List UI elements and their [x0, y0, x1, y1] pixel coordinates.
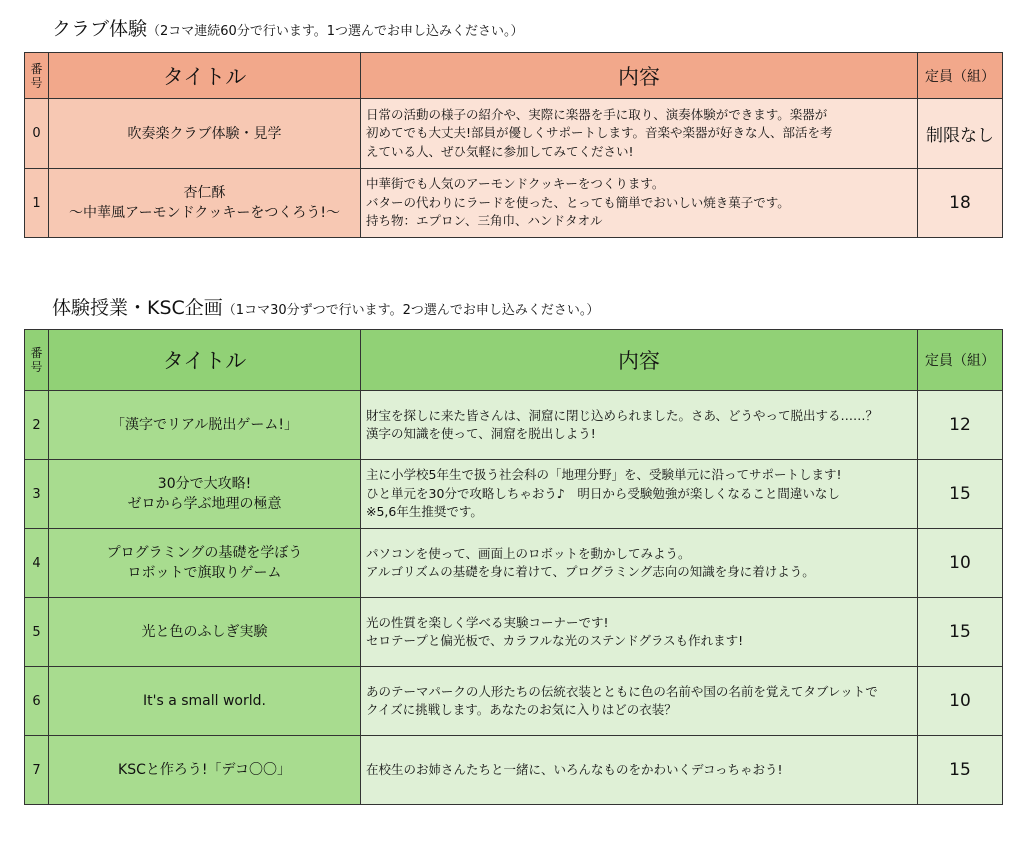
row-capacity: 10	[918, 529, 1003, 598]
table-row	[25, 598, 1003, 667]
row-number: 0	[25, 99, 49, 169]
header-title: タイトル	[49, 53, 361, 99]
club-section-title: クラブ体験	[52, 18, 148, 40]
row-capacity: 10	[918, 667, 1003, 736]
table-row	[25, 169, 1003, 238]
header-content: 内容	[361, 53, 918, 99]
table-row	[25, 391, 1003, 460]
row-number: 5	[25, 598, 49, 667]
row-capacity: 制限なし	[918, 99, 1003, 169]
row-title: It's a small world.	[49, 667, 361, 736]
row-content: 日常の活動の様子の紹介や、実際に楽器を手に取り、演奏体験ができます。楽器が 初めてでも大丈夫!部員が優しくサポートします。音楽や楽器が好きな人、部活を考 えている人、ぜひ気軽に参加してみてください!	[361, 99, 918, 169]
row-title: KSCと作ろう!「デコ〇〇」	[49, 736, 361, 805]
row-title: 30分で大攻略! ゼロから学ぶ地理の極意	[49, 460, 361, 529]
club-section-heading	[52, 14, 524, 41]
row-content: 光の性質を楽しく学べる実験コーナーです! セロテープと偏光板で、カラフルな光のステンドグラスも作れます!	[361, 598, 918, 667]
row-title: 「漢字でリアル脱出ゲーム!」	[49, 391, 361, 460]
table-row	[25, 736, 1003, 805]
trial-header-row	[25, 330, 1003, 391]
row-title: 吹奏楽クラブ体験・見学	[49, 99, 361, 169]
row-number: 6	[25, 667, 49, 736]
header-content: 内容	[361, 330, 918, 391]
row-capacity: 12	[918, 391, 1003, 460]
row-content: 財宝を探しに来た皆さんは、洞窟に閉じ込められました。さあ、どうやって脱出する……？ 漢字の知識を使って、洞窟を脱出しよう!	[361, 391, 918, 460]
row-content: あのテーマパークの人形たちの伝統衣装とともに色の名前や国の名前を覚えてタブレットで クイズに挑戦します。あなたのお気に入りはどの衣装？	[361, 667, 918, 736]
header-title: タイトル	[49, 330, 361, 391]
row-capacity: 15	[918, 736, 1003, 805]
trial-table	[24, 329, 1003, 805]
header-number: 番 号	[25, 53, 49, 99]
row-capacity: 15	[918, 460, 1003, 529]
row-capacity: 18	[918, 169, 1003, 238]
row-capacity: 15	[918, 598, 1003, 667]
row-number: 3	[25, 460, 49, 529]
club-section-note: （2コマ連続60分で行います。1つ選んでお申し込みください。）	[147, 24, 524, 39]
header-number: 番 号	[25, 330, 49, 391]
row-number: 4	[25, 529, 49, 598]
header-capacity: 定員（組）	[918, 53, 1003, 99]
table-row	[25, 99, 1003, 169]
trial-section-note: （1コマ30分ずつで行います。2つ選んでお申し込みください。）	[222, 303, 600, 318]
row-title: プログラミングの基礎を学ぼう ロボットで旗取りゲーム	[49, 529, 361, 598]
row-number: 2	[25, 391, 49, 460]
row-title: 杏仁酥 〜中華風アーモンドクッキーをつくろう!〜	[49, 169, 361, 238]
row-number: 1	[25, 169, 49, 238]
club-header-row	[25, 53, 1003, 99]
row-number: 7	[25, 736, 49, 805]
club-table	[24, 52, 1003, 238]
trial-section-heading	[52, 293, 599, 320]
row-content: 在校生のお姉さんたちと一緒に、いろんなものをかわいくデコっちゃおう!	[361, 736, 918, 805]
row-content: 中華街でも人気のアーモンドクッキーをつくります。 バターの代わりにラードを使った、とっても簡単でおいしい焼き菓子です。 持ち物：エプロン、三角巾、ハンドタオル	[361, 169, 918, 238]
row-content: 主に小学校5年生で扱う社会科の「地理分野」を、受験単元に沿ってサポートします! ひと単元を30分で攻略しちゃおう♪ 明日から受験勉強が楽しくなること間違いなし ※5,6年生推奨です。	[361, 460, 918, 529]
row-title: 光と色のふしぎ実験	[49, 598, 361, 667]
table-row	[25, 460, 1003, 529]
header-capacity: 定員（組）	[918, 330, 1003, 391]
table-row	[25, 529, 1003, 598]
table-row	[25, 667, 1003, 736]
trial-section-title: 体験授業・KSC企画	[52, 297, 223, 319]
row-content: パソコンを使って、画面上のロボットを動かしてみよう。 アルゴリズムの基礎を身に着けて、プログラミング志向の知識を身に着けよう。	[361, 529, 918, 598]
